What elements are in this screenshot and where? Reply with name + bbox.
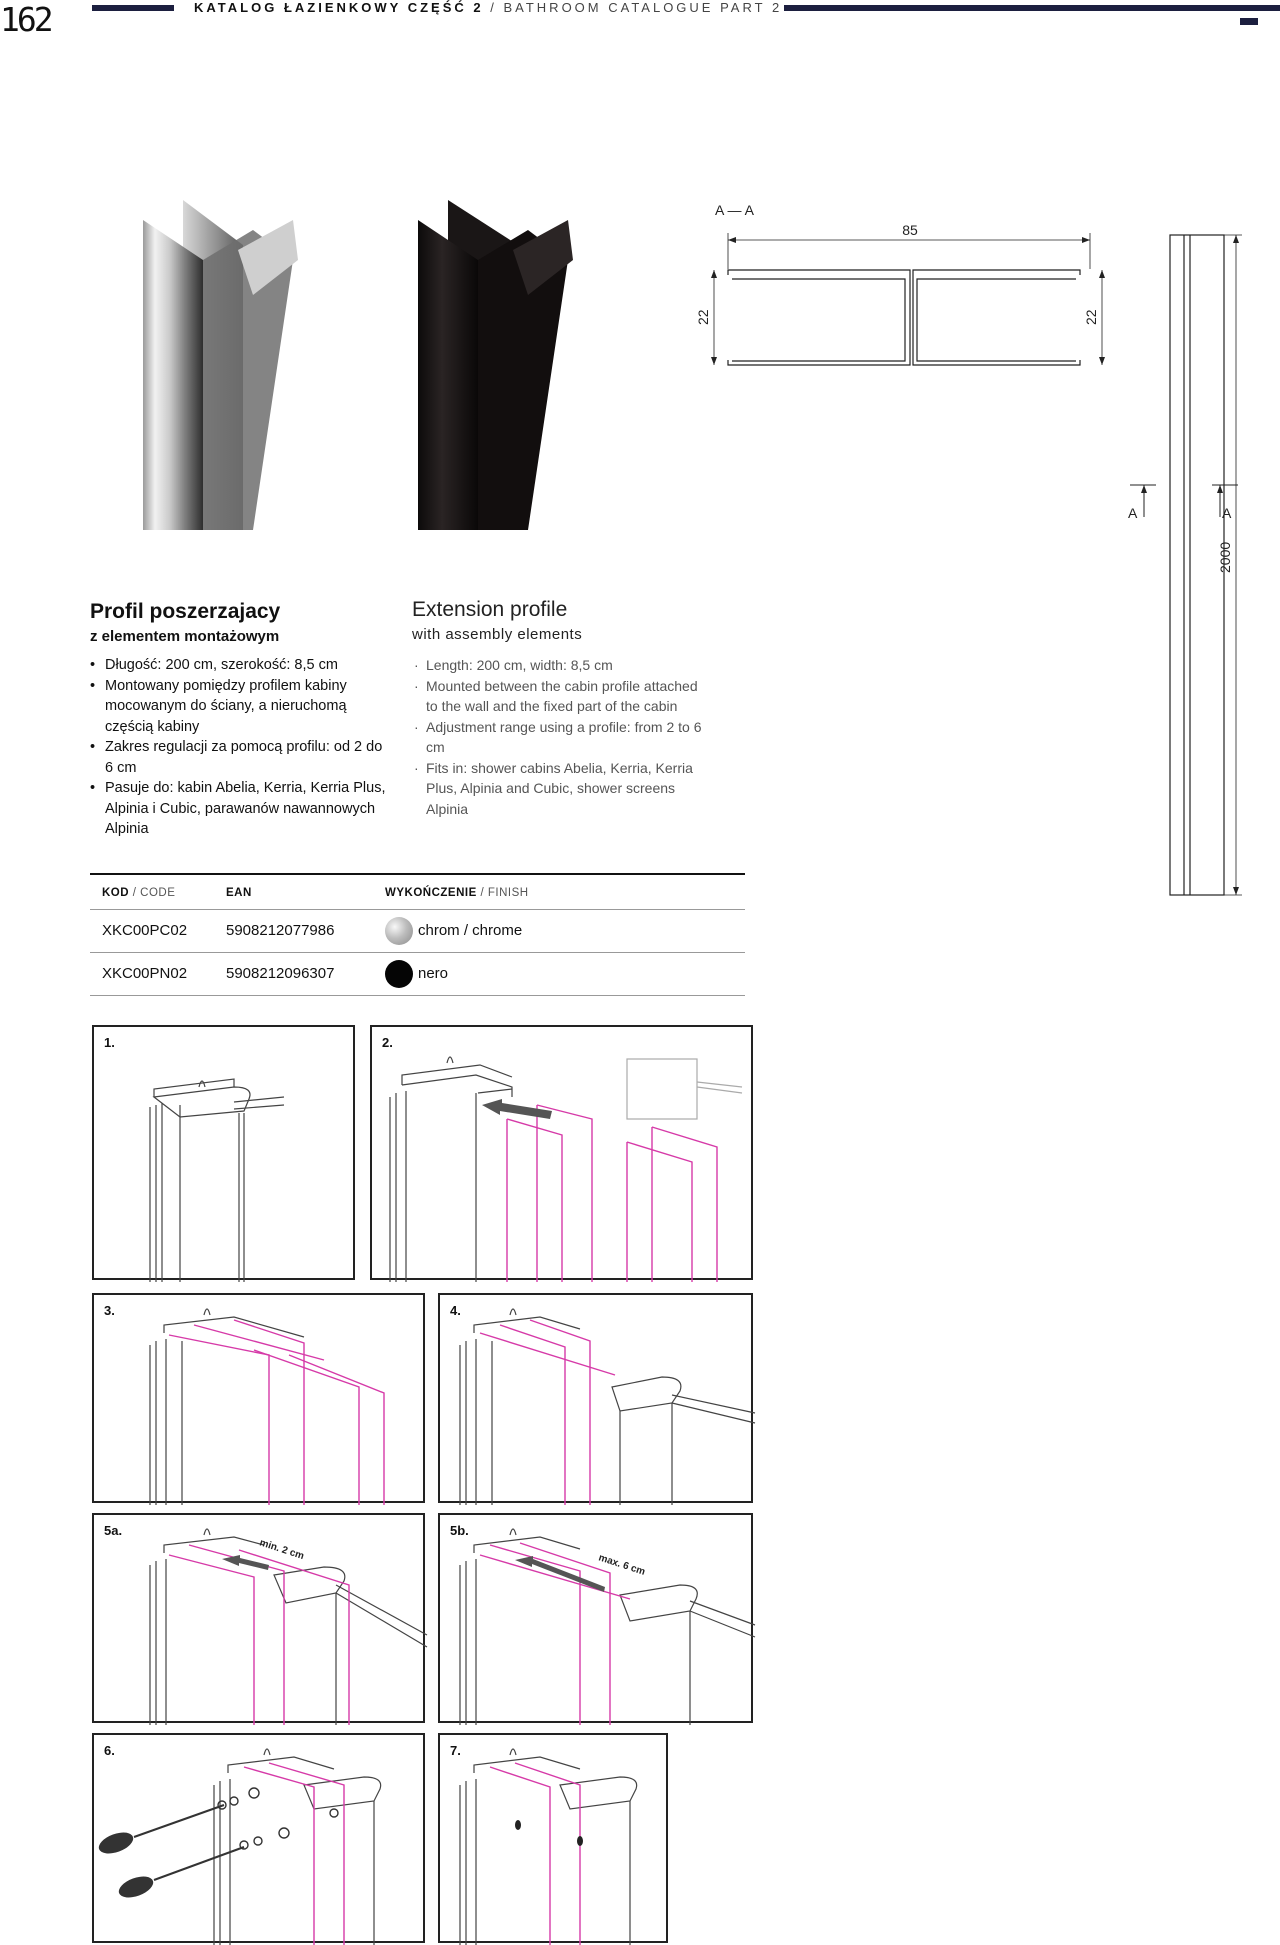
step-2-magenta-profiles bbox=[507, 1105, 717, 1282]
section-drawing bbox=[695, 195, 1120, 380]
step-7-illustration bbox=[440, 1735, 670, 1945]
step-5b-label: max. 6 cm bbox=[597, 1552, 647, 1578]
step-4-number: 4. bbox=[450, 1303, 461, 1318]
bullet-pl-length: • Długość: 200 cm, szerokość: 8,5 cm bbox=[90, 655, 390, 676]
chrome-profile-front bbox=[143, 220, 203, 530]
finish-swatch-nero bbox=[385, 960, 413, 988]
bullet-pl-fits: • Pasuje do: kabin Abelia, Kerria, Kerria Plus, Alpinia i Cubic, parawanów nawannowych Alpinia bbox=[90, 778, 390, 840]
screwdriver-icon bbox=[96, 1805, 244, 1902]
product-table bbox=[90, 873, 745, 996]
header-title-separator: / bbox=[483, 0, 504, 15]
step-4-magenta-profiles bbox=[480, 1320, 615, 1505]
table-header-row bbox=[90, 875, 745, 910]
page-number: 162 bbox=[0, 0, 51, 39]
header-finish: WYKOŃCZENIE / FINISH bbox=[385, 887, 529, 899]
section-mark-left: A bbox=[1128, 505, 1138, 521]
step-1-illustration bbox=[94, 1027, 357, 1282]
step-3-number: 3. bbox=[104, 1303, 115, 1318]
step-5a-magenta-profiles bbox=[169, 1545, 349, 1725]
table-row bbox=[90, 953, 745, 996]
step-3-illustration bbox=[94, 1295, 427, 1505]
product-subtitle-pl: z elementem montażowym bbox=[90, 628, 280, 645]
step-7-number: 7. bbox=[450, 1743, 461, 1758]
section-mark-right: A bbox=[1222, 505, 1232, 521]
bullet-en-fits: · Fits in: shower cabins Abelia, Kerria, Kerria Plus, Alpinia and Cubic, shower screens Alpinia bbox=[412, 758, 712, 820]
product-title-pl: Profil poszerzajacy bbox=[90, 600, 281, 623]
step-5a-panel bbox=[92, 1513, 425, 1723]
side-view-drawing bbox=[1120, 225, 1250, 905]
step-5b-arrow bbox=[515, 1556, 605, 1592]
bullet-en-range: · Adjustment range using a profile: from 2 to 6 cm bbox=[412, 717, 712, 758]
height-dimension-left: 22 bbox=[695, 309, 711, 325]
step-5a-number: 5a. bbox=[104, 1523, 123, 1538]
step-4-panel bbox=[438, 1293, 753, 1503]
length-dimension: 2000 bbox=[1217, 541, 1233, 573]
finish-swatch-chrome bbox=[385, 917, 413, 945]
product-photo-chrome bbox=[143, 200, 303, 530]
section-profile-right bbox=[913, 270, 1080, 365]
table-row bbox=[90, 910, 745, 953]
step-3-panel bbox=[92, 1293, 425, 1503]
header-bar-right bbox=[784, 5, 1280, 11]
step-3-magenta-profiles bbox=[169, 1320, 384, 1505]
step-4-illustration bbox=[440, 1295, 755, 1505]
step-5b-illustration bbox=[440, 1515, 755, 1725]
nero-profile-front bbox=[418, 220, 478, 530]
header-code: KOD / CODE bbox=[102, 887, 176, 899]
row-finish: chrom / chrome bbox=[418, 922, 523, 939]
screw-parts bbox=[218, 1788, 338, 1849]
step-5a-illustration bbox=[94, 1515, 427, 1725]
width-dimension: 85 bbox=[902, 222, 918, 238]
side-view-profile bbox=[1170, 235, 1224, 895]
step-2-illustration bbox=[372, 1027, 755, 1282]
step-2-number: 2. bbox=[382, 1035, 393, 1050]
header-title-pl: KATALOG ŁAZIENKOWY CZĘŚĆ 2 bbox=[194, 0, 484, 15]
step-1-panel bbox=[92, 1025, 355, 1280]
step-5b-number: 5b. bbox=[450, 1523, 469, 1538]
product-bullets-en bbox=[412, 655, 712, 819]
section-profile-left bbox=[728, 270, 910, 365]
product-subtitle-en: with assembly elements bbox=[412, 626, 583, 643]
row-ean: 5908212077986 bbox=[226, 922, 335, 939]
bullet-en-length: · Length: 200 cm, width: 8,5 cm bbox=[412, 655, 712, 676]
header-bar-left bbox=[92, 5, 174, 11]
product-bullets-pl bbox=[90, 655, 390, 840]
step-2-arrow bbox=[482, 1099, 552, 1119]
row-finish: nero bbox=[418, 965, 449, 982]
header-mark bbox=[1240, 18, 1258, 25]
row-code: XKC00PC02 bbox=[102, 922, 188, 939]
row-code: XKC00PN02 bbox=[102, 965, 188, 982]
bullet-en-mounting: · Mounted between the cabin profile attached to the wall and the fixed part of the cabin bbox=[412, 676, 712, 717]
bullet-pl-mounting: • Montowany pomiędzy profilem kabiny mocowanym do ściany, a nieruchomą częścią kabiny bbox=[90, 676, 390, 738]
height-dimension-right: 22 bbox=[1083, 309, 1099, 325]
product-title-en: Extension profile bbox=[412, 598, 568, 621]
bullet-pl-range: • Zakres regulacji za pomocą profilu: od 2 do 6 cm bbox=[90, 737, 390, 778]
step-2-panel bbox=[370, 1025, 753, 1280]
step-6-number: 6. bbox=[104, 1743, 115, 1758]
step-1-number: 1. bbox=[104, 1035, 115, 1050]
row-ean: 5908212096307 bbox=[226, 965, 335, 982]
section-label: A — A bbox=[715, 202, 754, 218]
screw-heads bbox=[515, 1820, 583, 1846]
step-6-panel bbox=[92, 1733, 425, 1943]
step-5b-panel bbox=[438, 1513, 753, 1723]
step-7-panel bbox=[438, 1733, 668, 1943]
header-title bbox=[194, 0, 782, 15]
step-7-magenta-profiles bbox=[490, 1763, 580, 1945]
header-ean: EAN bbox=[226, 887, 252, 899]
product-photo-nero bbox=[418, 200, 578, 530]
header-title-en: BATHROOM CATALOGUE PART 2 bbox=[503, 0, 783, 15]
step-5a-label: min. 2 cm bbox=[258, 1537, 306, 1563]
step-6-illustration bbox=[94, 1735, 427, 1945]
